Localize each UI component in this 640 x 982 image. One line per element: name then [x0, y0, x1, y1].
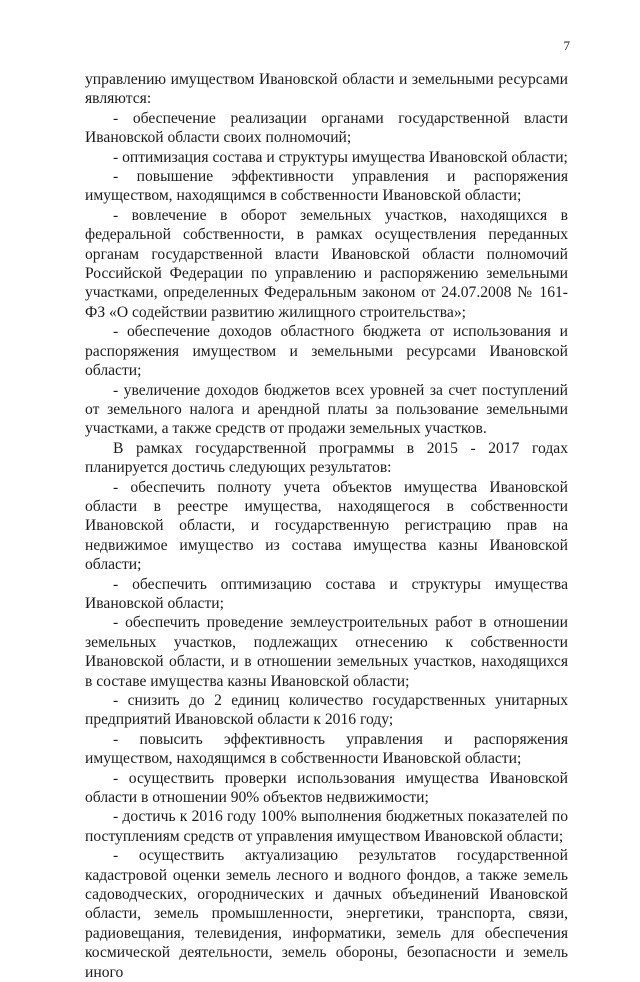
document-body — [85, 70, 568, 982]
paragraph: - обеспечить полноту учета объектов имущества Ивановской области в реестре имущества, находящегося в собственности Ивановской области, и государственную регистрацию прав на недвижимое имущество из состава имущества казны Ивановской области; — [85, 478, 568, 574]
paragraph: В рамках государственной программы в 2015 - 2017 годах планируется достичь следующих результатов: — [85, 439, 568, 477]
paragraph: - обеспечить проведение землеустроительных работ в отношении земельных участков, подлежащих отнесению к собственности Ивановской области, и в отношении земельных участков, находящихся в составе имущества казны Ивановской области; — [85, 614, 568, 690]
paragraph: - снизить до 2 единиц количество государственных унитарных предприятий Ивановской области к 2016 году; — [85, 692, 568, 729]
paragraph: управлению имуществом Ивановской области и земельными ресурсами являются: — [85, 71, 568, 108]
paragraph: - вовлечение в оборот земельных участков, находящихся в федеральной собственности, в рамках осуществления переданных органам государственной власти Ивановской области полномочий Российской Федерации по управлению и распоряжению земельными участками, определенных Федеральным законом от 24.07.2008 № 161-ФЗ «О содействии развитию жилищного строительства»; — [85, 206, 568, 321]
paragraph: - достичь к 2016 году 100% выполнения бюджетных показателей по поступлениям средств от управления имуществом Ивановской области; — [85, 808, 568, 845]
paragraph: - увеличение доходов бюджетов всех уровней за счет поступлений от земельного налога и арендной платы за пользование земельными участками, а также средств от продажи земельных участков. — [85, 381, 568, 438]
paragraph: - повышение эффективности управления и распоряжения имуществом, находящимся в собственности Ивановской области; — [85, 168, 568, 205]
paragraph: - обеспечение доходов областного бюджета от использования и распоряжения имуществом и земельными ресурсами Ивановской области; — [85, 323, 568, 380]
paragraph: - повысить эффективность управления и распоряжения имуществом, находящимся в собственности Ивановской области; — [85, 730, 568, 768]
paragraph: - оптимизация состава и структуры имущества Ивановской области; — [113, 148, 568, 166]
page-number: 7 — [563, 38, 570, 53]
paragraph: - осуществить проверки использования имущества Ивановской области в отношении 90% объектов недвижимости; — [85, 769, 568, 807]
paragraph: - обеспечение реализации органами государственной власти Ивановской области своих полномочий; — [85, 109, 568, 147]
paragraph: - осуществить актуализацию результатов государственной кадастровой оценки земель лесного и водного фондов, а также земель садоводческих, огороднических и дачных объединений Ивановской области, земель промышленности, энергетики, транспорта, связи, радиовещания, телевидения, информатики, земель для обеспечения космической деятельности, земель обороны, безопасности и земель иного — [85, 847, 568, 981]
paragraph: - обеспечить оптимизацию состава и структуры имущества Ивановской области; — [85, 575, 568, 612]
